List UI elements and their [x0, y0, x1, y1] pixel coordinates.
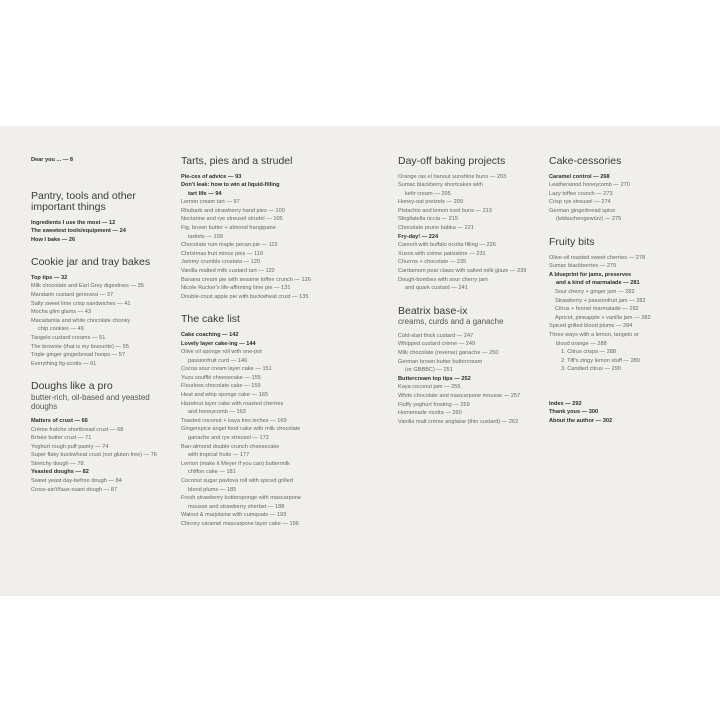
toc-entry-text: Nicole Rucker's life-affirming lime pie — 131: [181, 285, 291, 292]
toc-entry-text: Toasted coconut + kaya tres leches — 169: [181, 417, 287, 424]
toc-entry: [398, 181, 543, 198]
toc-column-2: [181, 156, 326, 529]
toc-entry: [398, 392, 543, 401]
toc-entry: [31, 477, 163, 486]
toc-entry: [181, 417, 326, 426]
toc-entry-text: Crème fraîche shortbread crust — 68: [31, 426, 124, 433]
toc-entry: [181, 374, 326, 383]
toc-entry-text: Caramel control — 268: [549, 173, 610, 180]
toc-entry: [181, 241, 326, 250]
toc-entry-text: Lemon cream tart — 97: [181, 199, 240, 206]
toc-entry-text: Banana cream pie with sesame toffee crunch — 126: [181, 276, 311, 283]
toc-entry-text: Spiced grilled blood plums — 284: [549, 323, 633, 330]
toc-entry: [181, 511, 326, 520]
toc-entry: [31, 434, 163, 443]
toc-entry-text: How I bake — 26: [31, 236, 76, 243]
toc-entry-text: Ingredients I use the most — 12: [31, 219, 116, 226]
toc-entry-continuation: chip cookies — 49: [38, 326, 84, 333]
toc-entry-text: 2. Tiff's zingy lemon stuff — 289: [561, 357, 640, 364]
toc-entry: [31, 236, 163, 245]
toc-entry-continuation: blood plums — 185: [188, 486, 237, 493]
toc-entry-text: Lovely layer cake-ing — 144: [181, 340, 256, 347]
toc-entry: [31, 282, 163, 291]
tarts-list: [181, 173, 326, 302]
toc-entry: [398, 233, 543, 242]
toc-entry: [181, 340, 326, 349]
toc-entry-text: The brownie (that is my favourite) — 55: [31, 343, 129, 350]
section-title-cakecess: Cake-cessories: [549, 155, 622, 167]
toc-entry: [181, 425, 326, 442]
toc-entry: [181, 293, 326, 302]
toc-entry-continuation: kefir cream — 205: [405, 190, 451, 197]
toc-entry: [549, 348, 691, 357]
toc-entry-text: Rhubarb and strawberry hand pies — 100: [181, 207, 285, 214]
toc-entry-text: Cardamom pear claws with salted milk glaze — 239: [398, 268, 527, 275]
toc-entry-text: Yeasted doughs — 82: [31, 469, 89, 476]
toc-entry: [181, 284, 326, 293]
toc-entry-text: Citrus + fennel marmalade — 282: [555, 306, 639, 313]
toc-entry: [549, 207, 691, 224]
toc-entry: [549, 271, 691, 288]
toc-entry-text: Fig, brown butter + almond frangipane: [181, 225, 276, 232]
toc-entry-text: Pistachio and lemon iced buns — 213: [398, 207, 492, 214]
toc-entry-dear: Dear you ... — 8: [31, 157, 73, 163]
toc-entry-continuation: and a kind of marmalade — 281: [556, 280, 640, 287]
toc-entry-text: A blueprint for jams, preserves: [549, 271, 632, 278]
toc-entry: [181, 382, 326, 391]
toc-entry: [398, 198, 543, 207]
toc-entry-text: Yuzu soufflé cheesecake — 155: [181, 374, 261, 381]
toc-entry-text: Jammy crumble crostata — 120: [181, 259, 260, 266]
toc-entry-text: Coconut sugar pavlova roll with spiced grilled: [181, 478, 293, 484]
toc-entry: [549, 322, 691, 331]
toc-entry: [31, 468, 163, 477]
toc-entry-continuation: chiffon cake — 181: [188, 469, 236, 476]
section-title-cookie: Cookie jar and tray bakes: [31, 256, 151, 269]
toc-entry: [398, 332, 543, 341]
toc-entry-text: Dough-bombes with sour cherry jam: [398, 276, 488, 283]
toc-entry-text: Sweet yeast day-before dough — 84: [31, 478, 122, 485]
toc-entry-text: Stretchy dough — 78: [31, 460, 84, 467]
dayoff-list: [398, 173, 543, 293]
toc-entry: [398, 224, 543, 233]
toc-entry: [31, 417, 163, 426]
toc-entry-text: 1. Citrus crisps — 288: [561, 349, 617, 356]
fruity-list: [549, 254, 691, 374]
toc-entry: [181, 400, 326, 417]
toc-entry: [549, 288, 691, 297]
toc-entry-text: The sweetest tools/equipment — 24: [31, 228, 126, 235]
toc-entry: [398, 340, 543, 349]
toc-entry-text: Triple ginger gingerbread hoops — 57: [31, 352, 126, 359]
toc-entry: [398, 358, 543, 375]
toc-entry-text: Christmas fruit mince pies — 119: [181, 250, 263, 257]
toc-column-4: [549, 156, 691, 426]
toc-entry-text: Apricot, pineapple + vanilla jam — 282: [555, 314, 651, 321]
toc-entry: [549, 305, 691, 314]
toc-entry: [31, 351, 163, 360]
toc-entry: [181, 276, 326, 285]
toc-entry-continuation: tartlets — 109: [188, 233, 223, 240]
toc-entry: [398, 409, 543, 418]
toc-entry-text: Lazy toffee crunch — 273: [549, 190, 613, 197]
toc-entry-text: Honey-oat pretzels — 209: [398, 199, 463, 206]
toc-entry: [31, 343, 163, 352]
toc-entry: [181, 348, 326, 365]
toc-entry-text: Chicory caramel mascarpone layer cake — 196: [181, 520, 299, 527]
toc-entry: [181, 520, 326, 529]
toc-entry: [181, 173, 326, 182]
toc-entry-text: Top tips — 32: [31, 274, 68, 281]
toc-entry-text: Whipped custard crème — 249: [398, 341, 476, 348]
toc-entry-text: Walnut & marjolaine with cumquats — 193: [181, 512, 287, 519]
toc-entry-continuation: with tropical fruits — 177: [188, 452, 250, 459]
toc-entry: [549, 357, 691, 366]
section-title-fruity: Fruity bits: [549, 236, 595, 249]
toc-entry: [181, 215, 326, 224]
toc-entry-text: Crisp rye streusel — 274: [549, 199, 611, 206]
section-title-dayoff: Day-off baking projects: [398, 155, 506, 167]
toc-entry-text: White chocolate and mascarpone mousse — 257: [398, 392, 521, 399]
toc-entry-text: Sfogliatella riccia — 215: [398, 216, 459, 223]
toc-entry-text: Matters of crust — 66: [31, 417, 88, 424]
toc-entry-text: Hazelnut layer cake with roasted cherries: [181, 400, 284, 407]
toc-entry-continuation: (or GBBBC) — 251: [405, 367, 453, 374]
cookie-list: [31, 274, 163, 369]
toc-entry-text: Sumac blackberry shortcakes with: [398, 182, 483, 189]
toc-entry-text: Cannoli with buffalo ricotta filling — 226: [398, 242, 496, 249]
section-title-tarts: Tarts, pies and a strudel: [181, 155, 293, 167]
toc-entry: [181, 365, 326, 374]
toc-entry: [549, 198, 691, 207]
toc-entry-text: Olive oil sponge roll with one-pot: [181, 349, 262, 356]
toc-entry-text: Mandarin custard genovesi — 37: [31, 292, 114, 299]
toc-entry: [181, 477, 326, 494]
toc-entry: [181, 391, 326, 400]
toc-entry: [31, 486, 163, 495]
toc-entry-text: Super flaky buckwheat crust (not gluten free) — 76: [31, 452, 157, 459]
section-title-beatrix: [398, 306, 543, 327]
toc-entry: [31, 308, 163, 317]
toc-entry-text: Leatherwood honeycomb — 270: [549, 182, 630, 189]
toc-entry: [181, 250, 326, 259]
toc-entry: [549, 365, 691, 374]
toc-entry-text: Yoghurt rough puff pastry — 74: [31, 443, 109, 450]
toc-entry-text: Heat and whip sponge cake — 165: [181, 392, 269, 399]
toc-entry-text: Olive-oil roasted sweet cherries — 278: [549, 254, 646, 261]
section-title-pantry: Pantry, tools and other important things: [31, 189, 136, 214]
toc-entry-text: Vanilla malted milk custard tart — 122: [181, 268, 275, 275]
toc-entry-text: Macadamia and white chocolate chonky: [31, 317, 131, 324]
toc-entry-text: Everything fig-scotts — 61: [31, 360, 97, 367]
toc-entry-continuation: and quark custard — 241: [405, 285, 468, 292]
toc-entry: [31, 426, 163, 435]
toc-entry: [181, 181, 326, 198]
toc-entry: [181, 460, 326, 477]
toc-entry: [181, 198, 326, 207]
toc-entry: [31, 360, 163, 369]
toc-entry: [549, 297, 691, 306]
toc-entry: [549, 190, 691, 199]
section-title-doughs: [31, 381, 163, 412]
toc-entry-continuation: (lebkuchengewürz) — 275: [556, 216, 622, 223]
toc-entry-text: Nectarine and rye streusel strudel — 105: [181, 216, 283, 223]
toc-entry-text: Fry-day! — 224: [398, 233, 439, 240]
toc-entry: [549, 173, 691, 182]
toc-entry: [398, 418, 543, 427]
toc-entry-text: Sumac blackberries — 279: [549, 263, 617, 270]
toc-entry: [31, 451, 163, 460]
toc-entry-text: German brown butter buttercream: [398, 358, 483, 365]
toc-entry: [398, 349, 543, 358]
toc-entry-text: 3. Candied citrus — 290: [561, 366, 622, 373]
toc-entry: [398, 383, 543, 392]
toc-entry-text: Don't leak: how to win at liquid-filling: [181, 182, 280, 189]
toc-entry: [398, 267, 543, 276]
toc-entry-text: Fluffy yoghurt frosting — 259: [398, 401, 470, 408]
toc-entry-text: Salty sweet lime crisp sandwiches — 41: [31, 300, 131, 307]
toc-entry-text: Pie-ces of advice — 93: [181, 173, 242, 180]
toc-entry-continuation: ganache and rye streusel — 172: [188, 435, 269, 442]
beatrix-subtitle: creams, curds and a ganache: [398, 317, 504, 327]
toc-entry-text: Strawberry + passionfruit jam — 282: [555, 297, 646, 304]
toc-entry-text: Cold-start thick custard — 247: [398, 332, 474, 339]
toc-entry: [549, 408, 691, 417]
toc-entry-text: Chocolate prune babka — 221: [398, 225, 474, 232]
toc-entry: [31, 300, 163, 309]
toc-entry: [549, 331, 691, 348]
toc-entry: [31, 291, 163, 300]
toc-entry-text: Gingerspice angel food cake with milk chocolate: [181, 426, 301, 433]
toc-entry: [181, 258, 326, 267]
toc-entry-text: Orange ras el hanout sunshine buns — 203: [398, 173, 507, 180]
toc-entry-continuation: mousse and strawberry sherbet — 188: [188, 503, 285, 510]
cakecess-list: [549, 173, 691, 225]
toc-entry-text: Flourless chocolate cake — 159: [181, 383, 261, 390]
toc-entry: [181, 267, 326, 276]
toc-entry: [31, 227, 163, 236]
toc-entry-continuation: tart life — 94: [188, 190, 222, 197]
toc-entry-text: Tangelo custard creams — 51: [31, 335, 106, 342]
toc-entry: [181, 224, 326, 241]
toc-entry: [398, 258, 543, 267]
toc-entry: [549, 181, 691, 190]
toc-entry-text: Homemade ricotta — 260: [398, 410, 462, 417]
pantry-list: [31, 219, 163, 245]
toc-entry: [181, 494, 326, 511]
toc-entry: [549, 254, 691, 263]
toc-entry-continuation: passionfruit curd — 146: [188, 357, 248, 364]
doughs-title-text: Doughs like a pro: [31, 380, 113, 393]
toc-column-3: [398, 156, 543, 426]
toc-entry-text: Three ways with a lemon, tangelo or: [549, 331, 639, 338]
toc-entry-text: Milk chocolate and Earl Grey digestives — 35: [31, 283, 144, 290]
toc-entry: [31, 219, 163, 228]
cake-list: [181, 331, 326, 529]
toc-entry: [181, 443, 326, 460]
toc-entry: [31, 334, 163, 343]
toc-entry: [398, 250, 543, 259]
toc-entry-text: Lemon (make it Meyer if you can) buttermilk: [181, 460, 290, 467]
toc-entry-text: Cocoa sour cream layer cake — 151: [181, 366, 272, 373]
toc-entry-text: Churros + chocolate — 235: [398, 259, 467, 266]
toc-entry-text: German gingerbread spice: [549, 207, 616, 214]
toc-entry-text: Thank yous — 300: [549, 409, 599, 416]
toc-entry: [31, 274, 163, 283]
doughs-subtitle: butter-rich, oil-based and yeasted doughs: [31, 392, 150, 412]
toc-entry-text: Vanilla malt crème anglaise (thin custard) — 262: [398, 418, 519, 425]
toc-entry: [181, 331, 326, 340]
toc-entry-text: Fresh strawberry buttersponge with mascarpone: [181, 495, 302, 502]
toc-entry-continuation: and honeycomb — 163: [188, 409, 246, 416]
toc-entry-text: About the author — 302: [549, 418, 613, 425]
toc-entry: [31, 460, 163, 469]
toc-entry: [398, 241, 543, 250]
doughs-list: [31, 417, 163, 494]
toc-entry: [549, 400, 691, 409]
toc-entry: [549, 262, 691, 271]
toc-entry: [398, 375, 543, 384]
section-title-cake: The cake list: [181, 313, 240, 326]
toc-entry: [398, 401, 543, 410]
toc-entry-text: Cake coaching — 142: [181, 331, 239, 338]
toc-entry: [398, 215, 543, 224]
toc-entry: [31, 443, 163, 452]
toc-entry-text: Xuxos with crème patissière — 231: [398, 250, 486, 257]
toc-entry: [398, 276, 543, 293]
toc-entry-text: Mocha glim glams — 43: [31, 309, 91, 316]
toc-entry-continuation: blood orange — 288: [556, 340, 607, 347]
end-matter-list: [549, 400, 691, 426]
toc-entry: [398, 173, 543, 182]
toc-entry-text: Buttercream top tips — 252: [398, 375, 471, 382]
toc-entry-text: Index — 292: [549, 400, 582, 407]
toc-entry-text: Kaya coconut jam — 255: [398, 384, 461, 391]
toc-column-1: [31, 156, 163, 494]
toc-entry-text: Ban-almond double crunch cheesecake: [181, 443, 280, 450]
toc-entry-text: Chocolate rum maple pecan pie — 115: [181, 242, 278, 249]
toc-entry-text: Double-crust apple pie with buckwheat crust — 135: [181, 293, 309, 300]
toc-entry: [549, 314, 691, 323]
toc-entry-text: Milk chocolate (reverse) ganache — 250: [398, 350, 499, 356]
toc-entry: [398, 207, 543, 216]
toc-entry-text: Brisée butter crust — 71: [31, 435, 92, 442]
toc-entry: [31, 317, 163, 334]
toc-entry: [549, 417, 691, 426]
toc-entry-text: Sour cherry + ginger jam — 282: [555, 288, 635, 295]
toc-entry-text: Cross-ain't/faux-ssant dough — 87: [31, 486, 117, 493]
toc-entry: [181, 207, 326, 216]
beatrix-title-text: Beatrix base-ix: [398, 304, 468, 317]
beatrix-list: [398, 332, 543, 427]
